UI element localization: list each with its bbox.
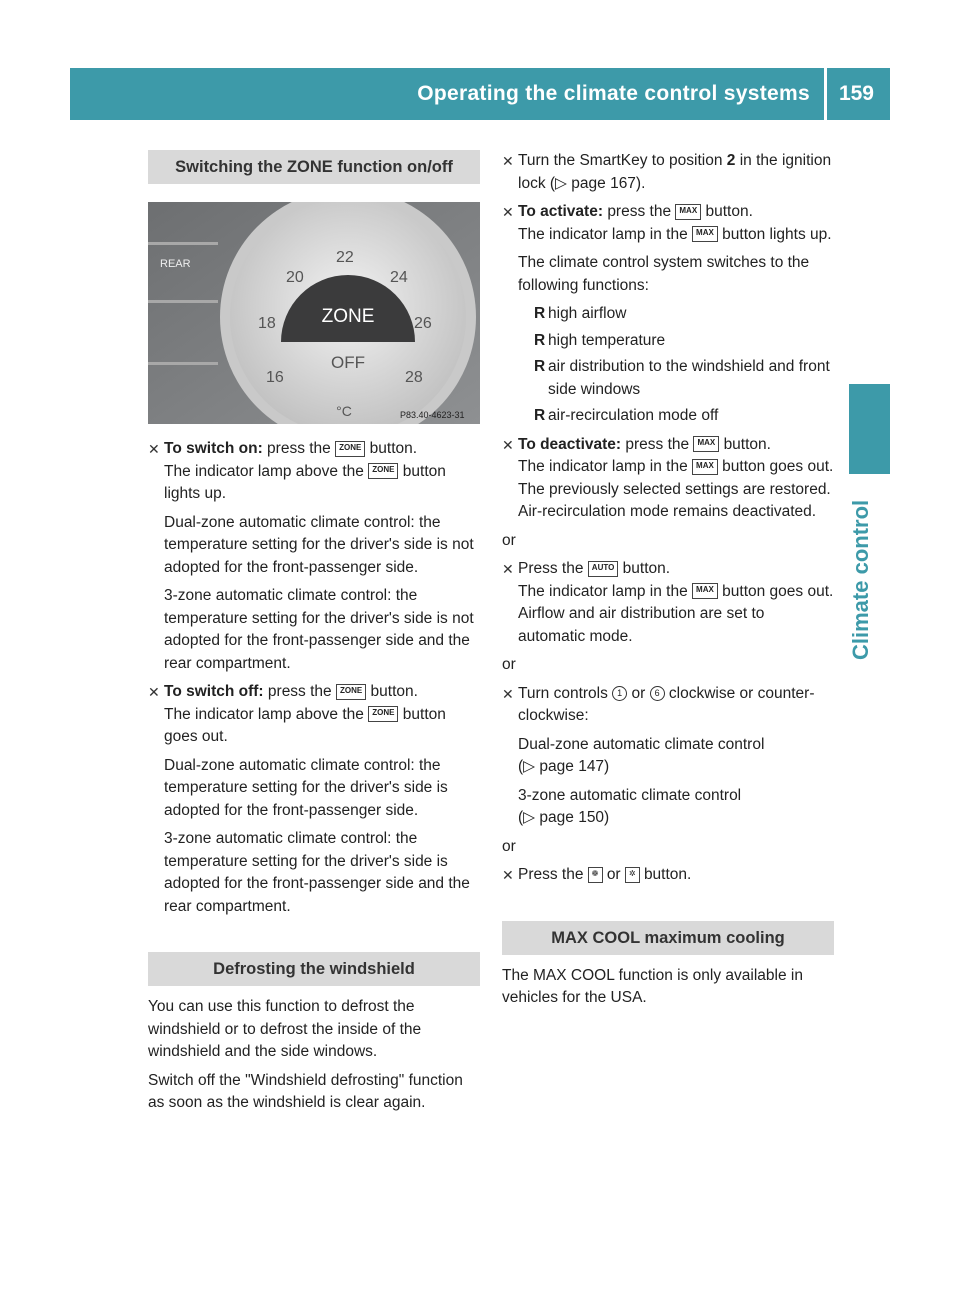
side-tab-label: Climate control bbox=[848, 499, 873, 660]
dial-label-26: 26 bbox=[414, 315, 432, 332]
bullet-item: R air distribution to the windshield and front side windows bbox=[534, 358, 830, 398]
zone-button-icon: ZONE bbox=[335, 441, 365, 457]
dial-label-18: 18 bbox=[258, 315, 276, 332]
bullet-item: R air-recirculation mode off bbox=[518, 405, 834, 428]
defrost-max-button-icon: MAX bbox=[693, 436, 719, 452]
step-arrow-icon: ✕ bbox=[502, 153, 514, 169]
step-arrow-icon: ✕ bbox=[148, 684, 160, 700]
paragraph: 3-zone automatic climate control: the temperature setting for the driver's side is not adopted for the front-passenger side and the rear compartment. bbox=[164, 587, 474, 672]
step-press-buttons: ✕ Press the ❁ or ✲ button. bbox=[502, 864, 834, 887]
climate-dial-figure bbox=[148, 202, 480, 424]
bullet-item: R high temperature bbox=[518, 330, 834, 353]
airflow-down-button-icon: ✲ bbox=[625, 867, 640, 883]
step-switch-on: ✕ To switch on: press the ZONE button. The indicator lamp above the ZONE button lights up. Dual-zone automatic climate control: the temperature setting for the driver's side is not adopted for the front-passenger side. 3-zone automatic climate control: the temperature setting for the driver's side is not adopted for the front-passenger side and the rear compartment. bbox=[148, 438, 480, 675]
bullet-icon: R bbox=[534, 305, 546, 322]
or-separator: or bbox=[502, 656, 516, 673]
step-lead: To switch off: bbox=[164, 683, 264, 700]
defrost-max-button-icon: MAX bbox=[692, 583, 718, 599]
step-arrow-icon: ✕ bbox=[502, 436, 514, 453]
rear-label: REAR bbox=[160, 258, 191, 270]
figure-credit: P83.40-4623-31 bbox=[400, 410, 465, 420]
paragraph: Dual-zone automatic climate control: the temperature setting for the driver's side is not adopted for the front-passenger side. bbox=[164, 513, 474, 576]
step-press-auto: ✕ Press the AUTO button. The indicator lamp in the MAX button goes out. Airflow and air distribution are set to automatic mode. bbox=[502, 560, 834, 645]
dial-unit: °C bbox=[336, 403, 352, 419]
page-ref-icon: ▷ bbox=[555, 174, 567, 192]
defrost-max-button-icon: MAX bbox=[692, 226, 718, 242]
page-number: 159 bbox=[838, 82, 874, 105]
header-title: Operating the climate control systems bbox=[417, 82, 810, 105]
zone-button-icon: ZONE bbox=[368, 463, 398, 479]
left-column bbox=[148, 150, 480, 1121]
zone-button-icon: ZONE bbox=[368, 706, 398, 722]
zone-button-icon: ZONE bbox=[336, 684, 366, 700]
dial-off-label: OFF bbox=[331, 353, 365, 372]
bullet-icon: R bbox=[534, 407, 546, 424]
step-lead: To deactivate: bbox=[518, 435, 622, 453]
paragraph: The MAX COOL function is only available in vehicles for the USA. bbox=[502, 966, 803, 1006]
page-ref-icon: ▷ bbox=[523, 809, 536, 826]
step-turn-key: ✕ Turn the SmartKey to position 2 in the ignition lock (▷ page 167). bbox=[502, 152, 832, 192]
defrost-max-button-icon: MAX bbox=[692, 459, 718, 475]
paragraph: 3-zone automatic climate control: the temperature setting for the driver's side is adopted for the front-passenger side and the rear compartment. bbox=[164, 830, 470, 915]
page-header bbox=[70, 68, 890, 120]
step-lead: To activate: bbox=[518, 203, 603, 220]
step-deactivate: ✕ To deactivate: press the MAX button. The indicator lamp in the MAX button goes out. The previously selected settings are restored. Air-recirculation mode remains deactivated. bbox=[502, 435, 834, 520]
airflow-up-button-icon: ❁ bbox=[588, 867, 603, 883]
bullet-item: R high airflow bbox=[518, 303, 834, 326]
control-1-icon: 1 bbox=[612, 686, 627, 701]
step-activate: ✕ To activate: press the MAX button. The indicator lamp in the MAX button lights up. The climate control system switches to the following functions: R high airflow R high temperature R air distribution to the windshield and front side windows R air-recirculation mode off bbox=[502, 201, 834, 428]
paragraph: Dual-zone automatic climate control: the temperature setting for the driver's side is adopted for the front-passenger side. bbox=[164, 756, 448, 819]
section-heading-defrost: Defrosting the windshield bbox=[148, 952, 480, 986]
dial-label-16: 16 bbox=[266, 369, 284, 386]
step-arrow-icon: ✕ bbox=[502, 561, 514, 577]
step-switch-off: ✕ To switch off: press the ZONE button. The indicator lamp above the ZONE button goes out. Dual-zone automatic climate control: the temperature setting for the driver's side is adopted for the front-passenger side. 3-zone automatic climate control: the temperature setting for the driver's side is adopted for the front-passenger side and the rear compartment. bbox=[148, 681, 480, 918]
step-turn-controls: ✕ Turn controls 1 or 6 clockwise or counter-clockwise: Dual-zone automatic climate control (▷ page 147) 3-zone automatic climate control (▷ page 150) bbox=[502, 684, 815, 826]
side-tab-block bbox=[849, 384, 890, 474]
or-separator: or bbox=[502, 837, 516, 855]
bullet-icon: R bbox=[534, 358, 546, 375]
step-arrow-icon: ✕ bbox=[148, 441, 160, 457]
climate-dial-illustration bbox=[148, 202, 480, 424]
step-arrow-icon: ✕ bbox=[502, 204, 514, 220]
control-6-icon: 6 bbox=[650, 686, 665, 701]
dial-label-28: 28 bbox=[405, 369, 423, 386]
dial-label-24: 24 bbox=[390, 269, 408, 286]
dial-label-20: 20 bbox=[286, 269, 304, 286]
paragraph: Switch off the "Windshield defrosting" function as soon as the windshield is clear again. bbox=[148, 1071, 463, 1111]
right-column bbox=[502, 150, 834, 1016]
step-arrow-icon: ✕ bbox=[502, 867, 514, 883]
bullet-icon: R bbox=[534, 331, 546, 349]
section-heading-zone: Switching the ZONE function on/off bbox=[148, 150, 480, 184]
dial-zone-label: ZONE bbox=[321, 306, 375, 327]
paragraph: You can use this function to defrost the windshield or to defrost the inside of the windshield and the side windows. bbox=[148, 998, 422, 1060]
step-lead: To switch on: bbox=[164, 440, 263, 457]
defrost-max-button-icon: MAX bbox=[675, 204, 701, 220]
paragraph: The climate control system switches to the following functions: bbox=[518, 254, 810, 294]
or-separator: or bbox=[502, 531, 516, 549]
section-heading-maxcool: MAX COOL maximum cooling bbox=[502, 921, 834, 955]
dial-label-22: 22 bbox=[336, 249, 354, 266]
step-arrow-icon: ✕ bbox=[502, 685, 514, 702]
page-ref-icon: ▷ bbox=[523, 758, 536, 775]
auto-button-icon: AUTO bbox=[588, 561, 619, 577]
